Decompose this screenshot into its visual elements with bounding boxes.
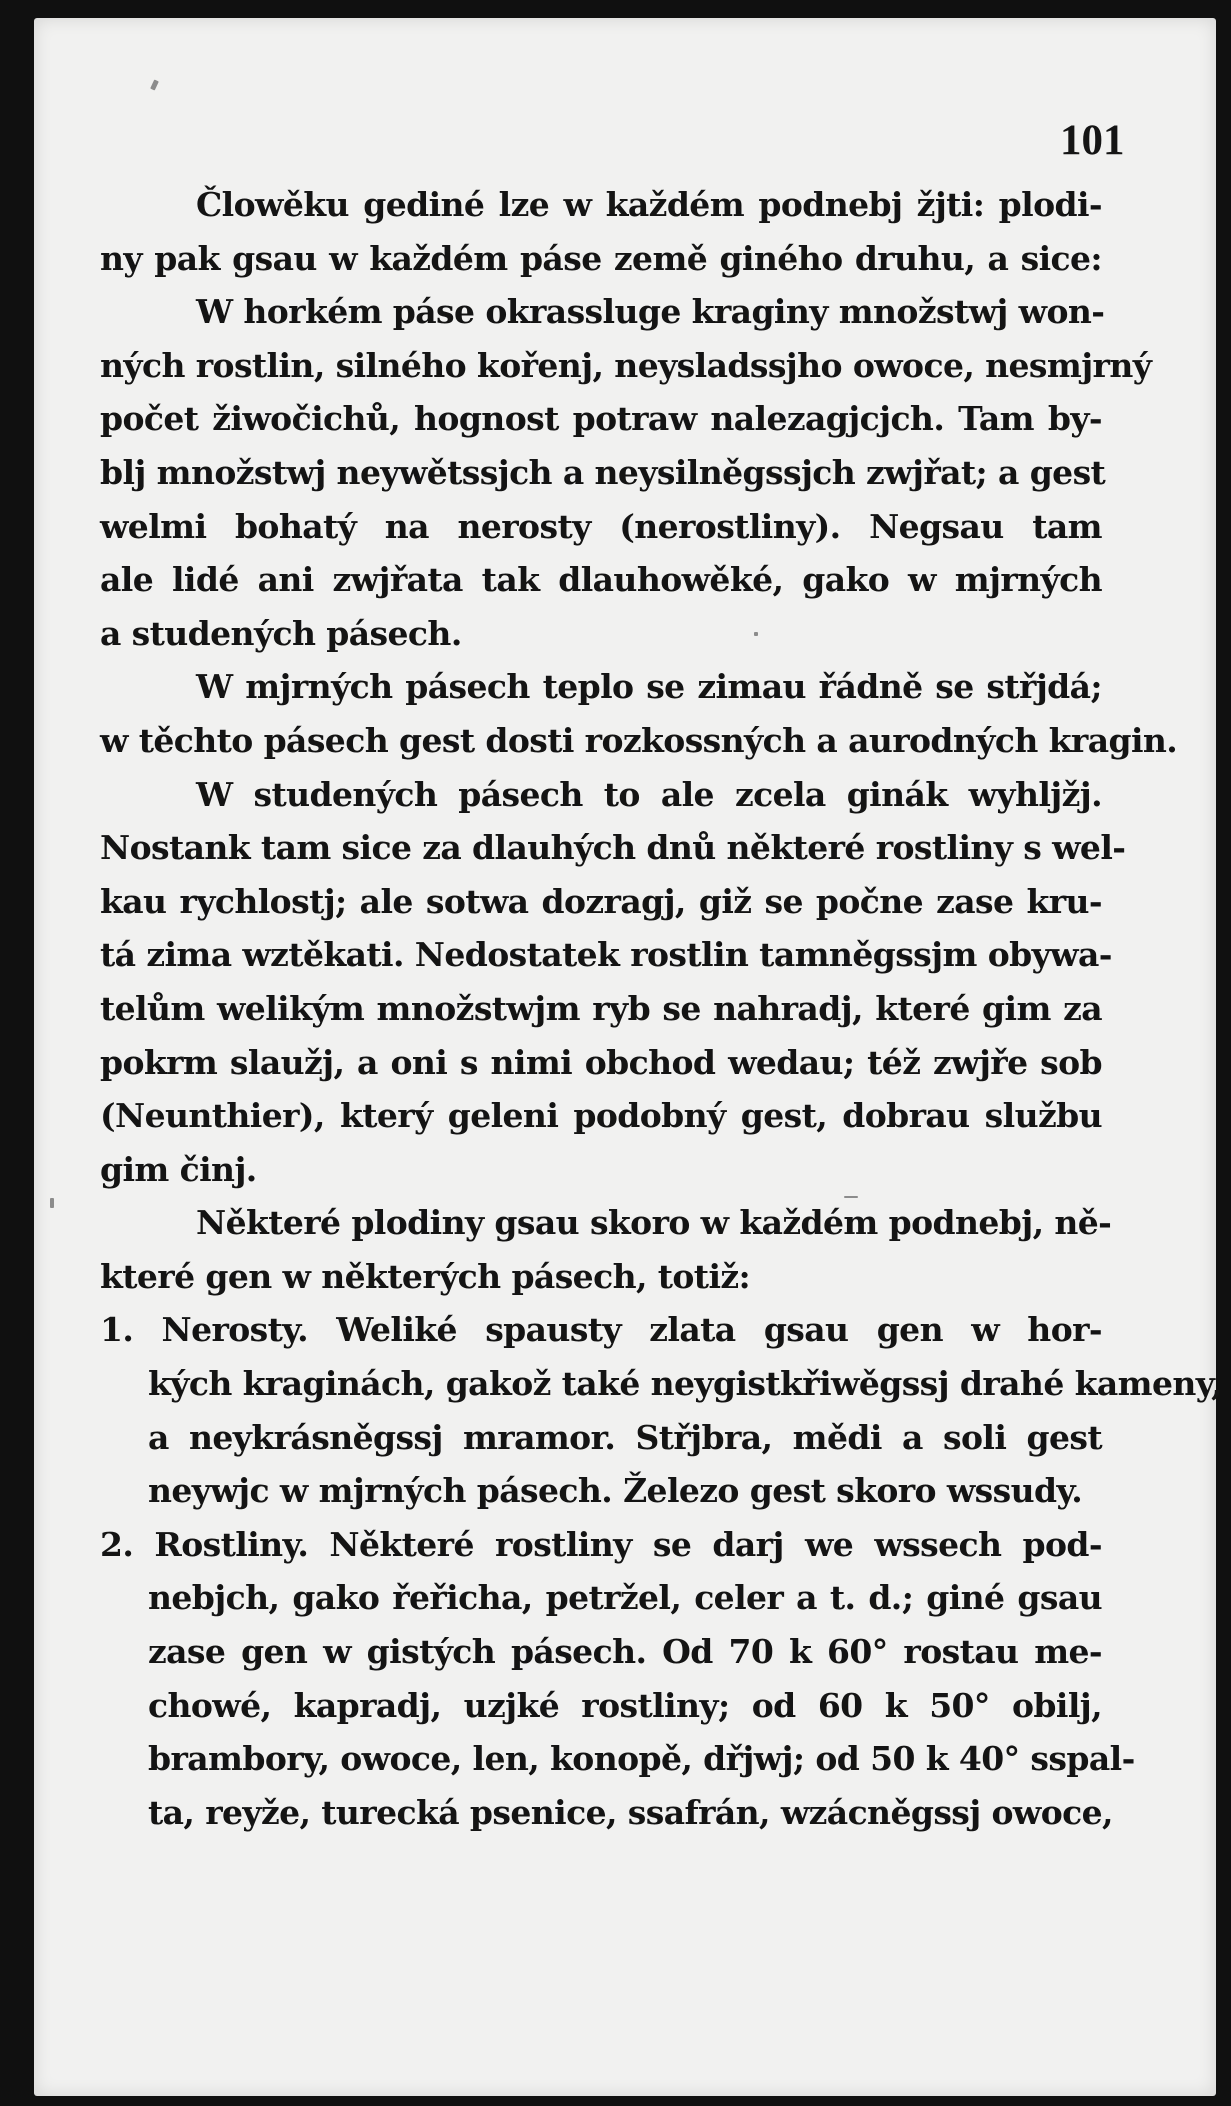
text-line: W horkém páse okrassluge kraginy množstwj won- xyxy=(196,292,1105,332)
text-line: W mjrných pásech teplo se zimau řádně se střjdá; xyxy=(196,667,1102,707)
text-line: a studených pásech. xyxy=(100,613,462,653)
text-line: W studených pásech to ale zcela ginák wyhljžj. xyxy=(196,774,1102,814)
text-line: ale lidé ani zwjřata tak dlauhowěké, gako w mjrných xyxy=(100,560,1102,600)
text-line: Člowěku gediné lze w každém podnebj žjti: plodi- xyxy=(196,185,1102,224)
text-line: a neykrásněgssj mramor. Střjbra, mědi a soli gest xyxy=(148,1417,1102,1457)
text-line: welmi bohatý na nerosty (nerostliny). Negsau tam xyxy=(100,506,1102,546)
text-line: ta, reyže, turecká psenice, ssafrán, wzácněgssj owoce, xyxy=(148,1792,1113,1832)
text-line: zase gen w gistých pásech. Od 70 k 60° rostau me- xyxy=(148,1632,1102,1672)
text-line: ných rostlin, silného kořenj, neysladssjho owoce, nesmjrný xyxy=(100,345,1152,385)
text-line: kau rychlostj; ale sotwa dozragj, giž se počne zase kru- xyxy=(100,881,1102,921)
text-line: ny pak gsau w každém páse země giného druhu, a sice: xyxy=(100,238,1102,278)
speck xyxy=(150,79,159,90)
text-line: chowé, kapradj, uzjké rostliny; od 60 k 50° obilj, xyxy=(148,1685,1102,1725)
text-line: kých kraginách, gakož také neygistkřiwěgssj drahé kameny, xyxy=(148,1364,1223,1404)
text-line: brambory, owoce, len, konopě, dřjwj; od 50 k 40° sspal- xyxy=(148,1739,1135,1779)
text-line: gim činj. xyxy=(100,1149,257,1189)
text-line: 2. Rostliny. Některé rostliny se darj we wssech pod- xyxy=(100,1524,1102,1564)
text-line: nebjch, gako řeřicha, petržel, celer a t. d.; giné gsau xyxy=(148,1578,1102,1618)
text-line: Některé plodiny gsau skoro w každém podnebj, ně- xyxy=(196,1203,1112,1243)
text-line: které gen w některých pásech, totiž: xyxy=(100,1256,751,1296)
text-line: telům welikým množstwjm ryb se nahradj, které gim za xyxy=(100,988,1102,1028)
text-line: 1. Nerosty. Weliké spausty zlata gsau gen w hor- xyxy=(100,1310,1102,1350)
text-line: Nostank tam sice za dlauhých dnů některé rostliny s wel- xyxy=(100,828,1126,868)
page-number: 101 xyxy=(1060,117,1125,164)
text-line: w těchto pásech gest dosti rozkossných a aurodných kragin. xyxy=(100,720,1178,760)
text-line: (Neunthier), který geleni podobný gest, dobrau službu xyxy=(100,1096,1102,1136)
text-line: pokrm slaužj, a oni s nimi obchod wedau; též zwjře sob xyxy=(100,1042,1102,1082)
text-line: neywjc w mjrných pásech. Železo gest skoro wssudy. xyxy=(148,1471,1083,1511)
text-line: blj množstwj neywětssjch a neysilněgssjch zwjřat; a gest xyxy=(100,452,1106,492)
text-line: tá zima wztěkati. Nedostatek rostlin tamněgssjm obywa- xyxy=(100,935,1112,975)
page-text xyxy=(100,178,1223,1839)
speck xyxy=(50,1198,54,1208)
text-line: počet žiwočichů, hognost potraw nalezagjcjch. Tam by- xyxy=(100,399,1102,439)
